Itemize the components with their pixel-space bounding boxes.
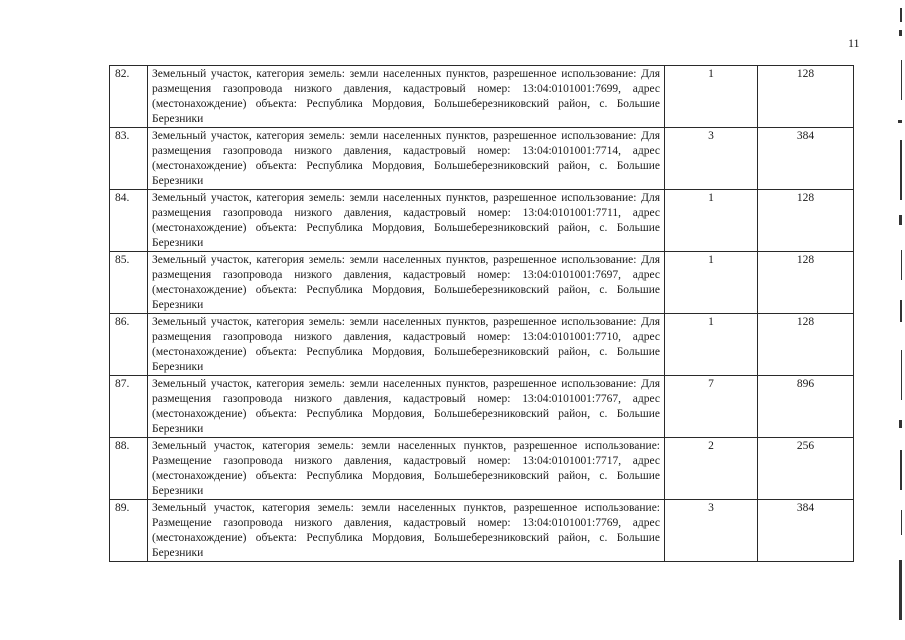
page-number: 11 [848, 36, 860, 50]
row-value: 256 [758, 438, 854, 500]
row-description: Земельный участок, категория земель: земли населенных пунктов, разрешенное использование: Для размещения газопровода низкого давления, кадастровый номер: 13:04:0101001:7711, адрес (местонахождение) объекта: Республика Мордовия, Большеберезниковский район, с. Большие Березники [148, 190, 665, 252]
row-quantity: 1 [665, 314, 758, 376]
table-row [110, 376, 854, 438]
row-number: 85. [110, 252, 148, 314]
row-value: 384 [758, 128, 854, 190]
table-row [110, 438, 854, 500]
row-quantity: 1 [665, 190, 758, 252]
row-quantity: 1 [665, 252, 758, 314]
row-description: Земельный участок, категория земель: земли населенных пунктов, разрешенное использование: Для размещения газопровода низкого давления, кадастровый номер: 13:04:0101001:7767, адрес (местонахождение) объекта: Республика Мордовия, Большеберезниковский район, с. Большие Березники [148, 376, 665, 438]
row-number: 88. [110, 438, 148, 500]
scan-edge-marks [891, 0, 905, 640]
table-row [110, 190, 854, 252]
row-quantity: 3 [665, 500, 758, 562]
row-number: 89. [110, 500, 148, 562]
row-number: 86. [110, 314, 148, 376]
row-quantity: 2 [665, 438, 758, 500]
table-row [110, 314, 854, 376]
row-value: 128 [758, 66, 854, 128]
parcel-table [109, 65, 854, 562]
row-value: 128 [758, 314, 854, 376]
row-description: Земельный участок, категория земель: земли населенных пунктов, разрешенное использование: Для размещения газопровода низкого давления, кадастровый номер: 13:04:0101001:7710, адрес (местонахождение) объекта: Республика Мордовия, Большеберезниковский район, с. Большие Березники [148, 314, 665, 376]
row-value: 896 [758, 376, 854, 438]
row-number: 83. [110, 128, 148, 190]
row-quantity: 1 [665, 66, 758, 128]
row-description: Земельный участок, категория земель: земли населенных пунктов, разрешенное использование: Размещение газопровода низкого давления, кадастровый номер: 13:04:0101001:7769, адрес (местонахождение) объекта: Республика Мордовия, Большеберезниковский район, с. Большие Березники [148, 500, 665, 562]
table-row [110, 252, 854, 314]
row-quantity: 7 [665, 376, 758, 438]
row-description: Земельный участок, категория земель: земли населенных пунктов, разрешенное использование: Для размещения газопровода низкого давления, кадастровый номер: 13:04:0101001:7697, адрес (местонахождение) объекта: Республика Мордовия, Большеберезниковский район, с. Большие Березники [148, 252, 665, 314]
row-number: 84. [110, 190, 148, 252]
table-row [110, 128, 854, 190]
row-number: 87. [110, 376, 148, 438]
row-description: Земельный участок, категория земель: земли населенных пунктов, разрешенное использование: Для размещения газопровода низкого давления, кадастровый номер: 13:04:0101001:7699, адрес (местонахождение) объекта: Республика Мордовия, Большеберезниковский район, с. Большие Березники [148, 66, 665, 128]
row-value: 128 [758, 190, 854, 252]
row-quantity: 3 [665, 128, 758, 190]
table-row [110, 500, 854, 562]
row-value: 128 [758, 252, 854, 314]
row-value: 384 [758, 500, 854, 562]
row-description: Земельный участок, категория земель: земли населенных пунктов, разрешенное использование: Для размещения газопровода низкого давления, кадастровый номер: 13:04:0101001:7714, адрес (местонахождение) объекта: Республика Мордовия, Большеберезниковский район, с. Большие Березники [148, 128, 665, 190]
table-row [110, 66, 854, 128]
row-number: 82. [110, 66, 148, 128]
row-description: Земельный участок, категория земель: земли населенных пунктов, разрешенное использование: Размещение газопровода низкого давления, кадастровый номер: 13:04:0101001:7717, адрес (местонахождение) объекта: Республика Мордовия, Большеберезниковский район, с. Большие Березники [148, 438, 665, 500]
